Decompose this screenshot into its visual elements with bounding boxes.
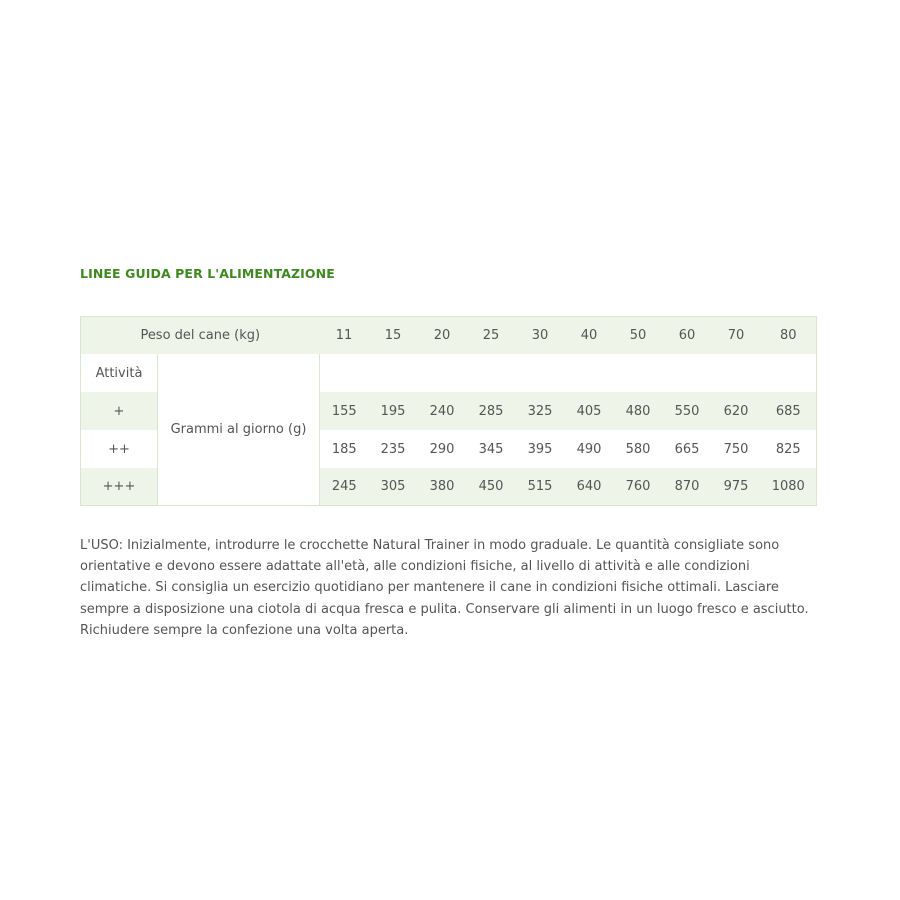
grams-cell: 685: [761, 392, 817, 430]
grams-cell: 405: [565, 392, 614, 430]
grams-cell: 450: [467, 468, 516, 506]
grams-cell: 285: [467, 392, 516, 430]
weight-cell: 50: [614, 317, 663, 355]
grams-label: Grammi al giorno (g): [158, 354, 320, 506]
grams-cell: 975: [712, 468, 761, 506]
activity-header-row: [81, 354, 817, 392]
activity-level: +++: [81, 468, 158, 506]
feeding-table: [80, 316, 817, 506]
weight-cell: 70: [712, 317, 761, 355]
weight-cell: 11: [320, 317, 369, 355]
section-heading: LINEE GUIDA PER L'ALIMENTAZIONE: [80, 266, 335, 281]
weight-label: Peso del cane (kg): [81, 317, 320, 355]
weight-header-row: [81, 317, 817, 355]
weight-cell: 40: [565, 317, 614, 355]
weight-cell: 80: [761, 317, 817, 355]
activity-level: ++: [81, 430, 158, 468]
grams-cell: 825: [761, 430, 817, 468]
grams-cell: 620: [712, 392, 761, 430]
grams-cell: 550: [663, 392, 712, 430]
grams-cell: 750: [712, 430, 761, 468]
weight-cell: 60: [663, 317, 712, 355]
grams-cell: 325: [516, 392, 565, 430]
grams-cell: 345: [467, 430, 516, 468]
grams-cell: 380: [418, 468, 467, 506]
grams-cell: 480: [614, 392, 663, 430]
grams-cell: 580: [614, 430, 663, 468]
activity-label: Attività: [81, 354, 158, 392]
blank-cell: [320, 354, 817, 392]
grams-cell: 760: [614, 468, 663, 506]
grams-cell: 490: [565, 430, 614, 468]
grams-cell: 1080: [761, 468, 817, 506]
grams-cell: 235: [369, 430, 418, 468]
grams-cell: 665: [663, 430, 712, 468]
grams-cell: 195: [369, 392, 418, 430]
grams-cell: 515: [516, 468, 565, 506]
weight-cell: 30: [516, 317, 565, 355]
grams-cell: 245: [320, 468, 369, 506]
usage-instructions: L'USO: Inizialmente, introdurre le crocchette Natural Trainer in modo graduale. Le quantità consigliate sono orientative e devono essere adattate all'età, alle condizioni fisiche, al livello di attività e alle condizioni climatiche. Si consiglia un esercizio quotidiano per mantenere il cane in condizioni fisiche ottimali. Lasciare sempre a disposizione una ciotola di acqua fresca e pulita. Conservare gli alimenti in un luogo fresco e asciutto. Richiudere sempre la confezione una volta aperta.: [80, 538, 809, 638]
grams-cell: 185: [320, 430, 369, 468]
grams-cell: 155: [320, 392, 369, 430]
weight-cell: 20: [418, 317, 467, 355]
activity-level: +: [81, 392, 158, 430]
grams-cell: 290: [418, 430, 467, 468]
grams-cell: 640: [565, 468, 614, 506]
weight-cell: 25: [467, 317, 516, 355]
grams-cell: 395: [516, 430, 565, 468]
grams-cell: 870: [663, 468, 712, 506]
grams-cell: 305: [369, 468, 418, 506]
weight-cell: 15: [369, 317, 418, 355]
grams-cell: 240: [418, 392, 467, 430]
